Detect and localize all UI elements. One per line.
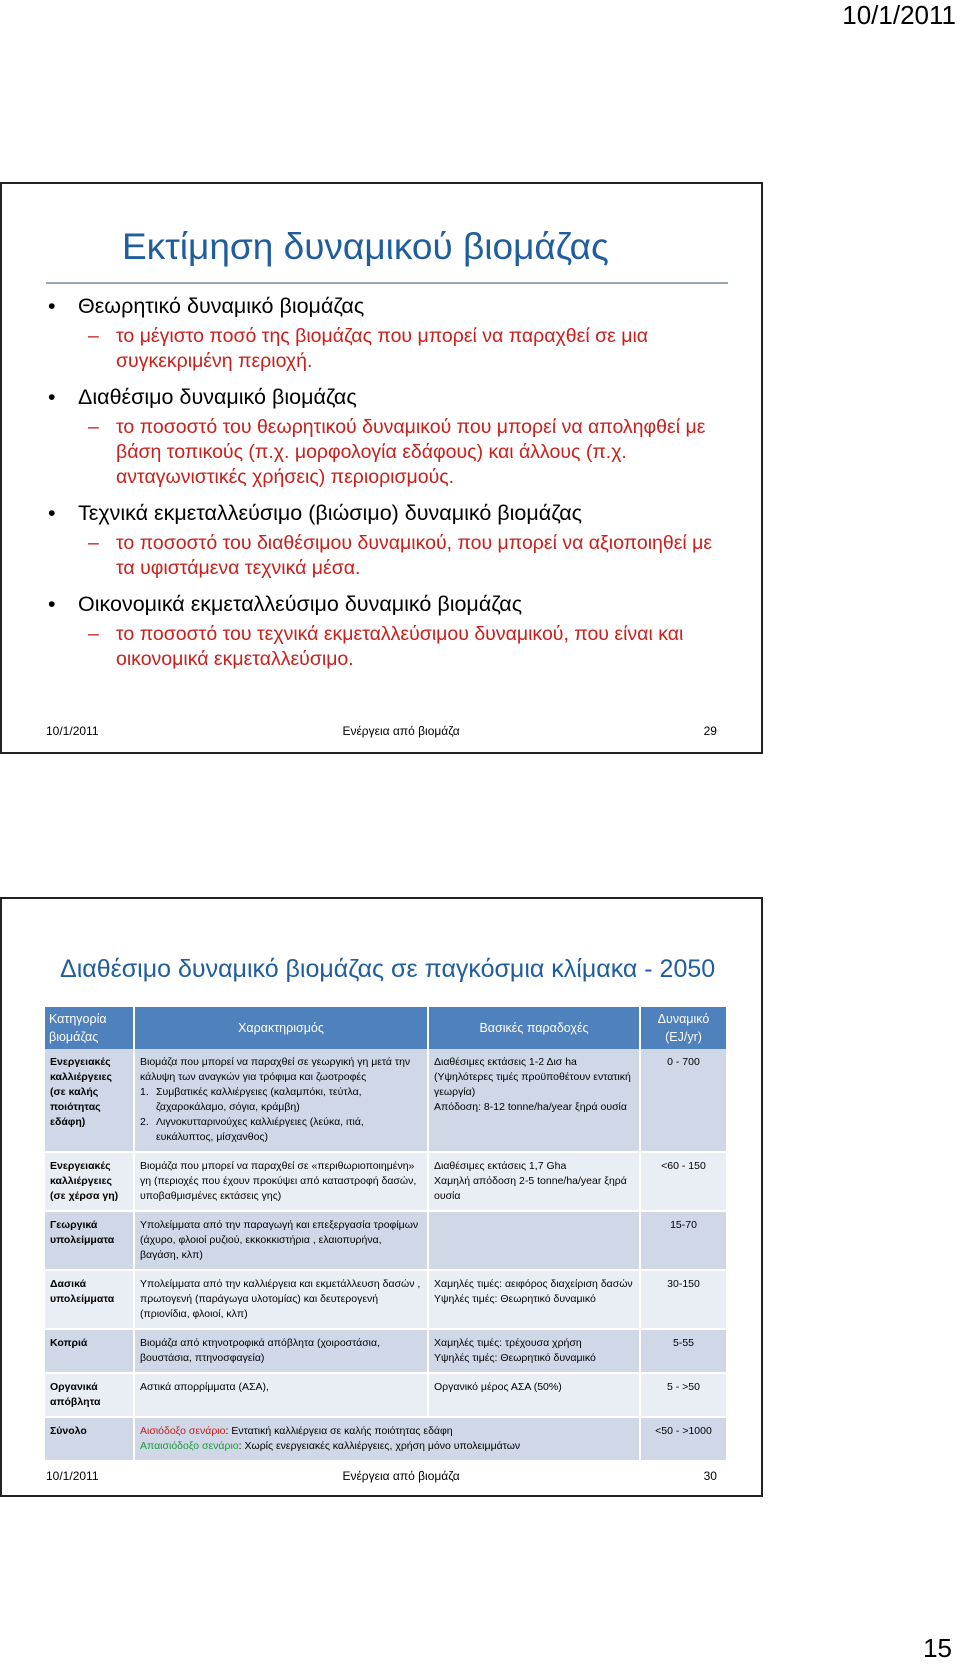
table-row <box>45 1049 727 1152</box>
table-row <box>45 1211 727 1270</box>
table-header-row <box>45 1007 727 1049</box>
bullet-dot-icon: • <box>48 294 56 318</box>
footer-slide-number: 29 <box>703 724 717 738</box>
bullet-definition: το ποσοστό του διαθέσιμου δυναμικού, που μπορεί να αξιοποιηθεί με τα υφιστάμενα τεχνικά μέσα. <box>116 532 713 579</box>
category-cell: Ενεργειακές καλλιέργειες (σε καλής ποιότητας εδάφη) <box>45 1049 134 1152</box>
table-row <box>45 1329 727 1373</box>
title-divider <box>46 282 728 284</box>
bullet-definition: το ποσοστό του θεωρητικού δυναμικού που μπορεί να αποληφθεί με βάση τοπικούς (π.χ. μορφολογία εδάφους) και άλλους (π.χ. ανταγωνιστικές χρήσεις) περιορισμούς. <box>116 416 706 488</box>
bullet-item <box>48 292 723 374</box>
description-text: Βιομάζα που μπορεί να παραχθεί σε γεωργική γη μετά την κάλυψη των αναγκών για τρόφιμα και ζωοτροφές <box>140 1056 411 1083</box>
assumptions-cell: Οργανικό μέρος ΑΣΑ (50%) <box>428 1373 640 1417</box>
category-cell: Γεωργικά υπολείμματα <box>45 1211 134 1270</box>
description-cell: Υπολείμματα από την καλλιέργεια και εκμετάλλευση δασών , πρωτογενή (παράγωγα υλοτομίας) και δευτερογενή (πριονίδια, φλοιοί, κλπ) <box>134 1270 428 1329</box>
potential-cell: 0 - 700 <box>640 1049 727 1152</box>
bullet-dot-icon: • <box>48 385 56 409</box>
table-row <box>45 1152 727 1211</box>
category-cell: Οργανικά απόβλητα <box>45 1373 134 1417</box>
dash-icon: – <box>88 532 99 554</box>
slide-footer <box>46 1469 717 1483</box>
assumptions-cell: Διαθέσιμες εκτάσεις 1-2 Δισ ha (Υψηλότερες τιμές προϋποθέτουν εντατική γεωργία) Απόδοση: 8-12 tonne/ha/year ξηρά ουσία <box>428 1049 640 1152</box>
category-cell: Ενεργειακές καλλιέργειες (σε χέρσα γη) <box>45 1152 134 1211</box>
bullet-item <box>48 590 723 672</box>
assumptions-cell: Χαμηλές τιμές: τρέχουσα χρήση Υψηλές τιμές: Θεωρητικό δυναμικό <box>428 1329 640 1373</box>
page-header-date: 10/1/2011 <box>842 0 956 30</box>
footer-title: Ενέργεια από βιομάζα <box>342 724 460 738</box>
slide-title: Εκτίμηση δυναμικού βιομάζας <box>122 226 609 267</box>
footer-date: 10/1/2011 <box>46 724 99 738</box>
bullet-heading: Τεχνικά εκμεταλλεύσιμο (βιώσιμο) δυναμικό βιομάζας <box>78 501 583 525</box>
bullet-item <box>48 383 723 490</box>
potential-cell: 15-70 <box>640 1211 727 1270</box>
table-row <box>45 1270 727 1329</box>
slide-footer <box>46 724 717 738</box>
total-potential-cell: <50 - >1000 <box>640 1417 727 1461</box>
assumptions-cell <box>428 1211 640 1270</box>
column-header: Κατηγορία βιομάζας <box>45 1007 134 1049</box>
category-cell: Δασικά υπολείμματα <box>45 1270 134 1329</box>
bullet-list <box>48 292 723 681</box>
optimistic-scenario: Αισιόδοξο σενάριο: Εντατική καλλιέργεια σε καλής ποιότητας εδάφη <box>140 1425 453 1437</box>
biomass-potential-table <box>45 1007 728 1462</box>
category-cell: Κοπριά <box>45 1329 134 1373</box>
potential-cell: <60 - 150 <box>640 1152 727 1211</box>
column-header: Χαρακτηρισμός <box>134 1007 428 1049</box>
bullet-heading: Θεωρητικό δυναμικό βιομάζας <box>78 294 365 318</box>
description-cell: Βιομάζα από κτηνοτροφικά απόβλητα (χοιροστάσια, βουστάσια, πτηνοσφαγεία) <box>134 1329 428 1373</box>
slide-title: Διαθέσιμο δυναμικό βιομάζας σε παγκόσμια κλίμακα - 2050 <box>60 955 716 983</box>
footer-slide-number: 30 <box>703 1469 717 1483</box>
slide-29 <box>0 182 763 754</box>
potential-cell: 5 - >50 <box>640 1373 727 1417</box>
total-label: Σύνολο <box>45 1417 134 1461</box>
dash-icon: – <box>88 416 99 438</box>
scenario-cell <box>134 1417 640 1461</box>
bullet-definition: το ποσοστό του τεχνικά εκμεταλλεύσιμου δυναμικού, που είναι και οικονομικά εκμεταλλεύσιμο. <box>116 623 684 670</box>
assumptions-cell: Διαθέσιμες εκτάσεις 1,7 Gha Χαμηλή απόδοση 2-5 tonne/ha/year ξηρά ουσία <box>428 1152 640 1211</box>
slide-30 <box>0 897 763 1497</box>
pessimistic-scenario: Απαισιόδοξο σενάριο: Χωρίς ενεργειακές καλλιέργειες, χρήση μόνο υπολειμμάτων <box>140 1440 521 1452</box>
potential-cell: 5-55 <box>640 1329 727 1373</box>
crop-list <box>140 1085 422 1145</box>
bullet-dot-icon: • <box>48 501 56 525</box>
bullet-item <box>48 499 723 581</box>
table-total-row <box>45 1417 727 1461</box>
list-item: 2. Λιγνοκυτταρινούχες καλλιέργειες (λεύκα, ιτιά, ευκάλυπτος, μίσχανθος) <box>140 1116 364 1143</box>
dash-icon: – <box>88 623 99 645</box>
description-cell: Υπολείμματα από την παραγωγή και επεξεργασία τροφίμων (άχυρο, φλοιοί ρυζιού, εκκοκκιστήρια , ελαιοπυρήνα, βαγάση, κλπ) <box>134 1211 428 1270</box>
footer-title: Ενέργεια από βιομάζα <box>342 1469 460 1483</box>
footer-date: 10/1/2011 <box>46 1469 99 1483</box>
bullet-definition: το μέγιστο ποσό της βιομάζας που μπορεί να παραχθεί σε μια συγκεκριμένη περιοχή. <box>116 325 649 372</box>
description-cell <box>134 1049 428 1152</box>
column-header: Βασικές παραδοχές <box>428 1007 640 1049</box>
bullet-heading: Οικονομικά εκμεταλλεύσιμο δυναμικό βιομάζας <box>78 592 523 616</box>
list-item: 1. Συμβατικές καλλιέργειες (καλαμπόκι, τεύτλα, ζαχαροκάλαμο, σόγια, κράμβη) <box>140 1086 362 1113</box>
table-row <box>45 1373 727 1417</box>
potential-cell: 30-150 <box>640 1270 727 1329</box>
assumptions-cell: Χαμηλές τιμές: αειφόρος διαχείριση δασών Υψηλές τιμές: Θεωρητικό δυναμικό <box>428 1270 640 1329</box>
dash-icon: – <box>88 325 99 347</box>
description-cell: Αστικά απορρίμματα (ΑΣΑ), <box>134 1373 428 1417</box>
bullet-dot-icon: • <box>48 592 56 616</box>
page-number: 15 <box>923 1633 952 1663</box>
column-header: Δυναμικό (EJ/yr) <box>640 1007 727 1049</box>
description-cell: Βιομάζα που μπορεί να παραχθεί σε «περιθωριοποιημένη» γη (περιοχές που έχουν προκύψει από καταστροφή δασών, υποβαθμισμένες εκτάσεις γης) <box>134 1152 428 1211</box>
bullet-heading: Διαθέσιμο δυναμικό βιομάζας <box>78 385 357 409</box>
